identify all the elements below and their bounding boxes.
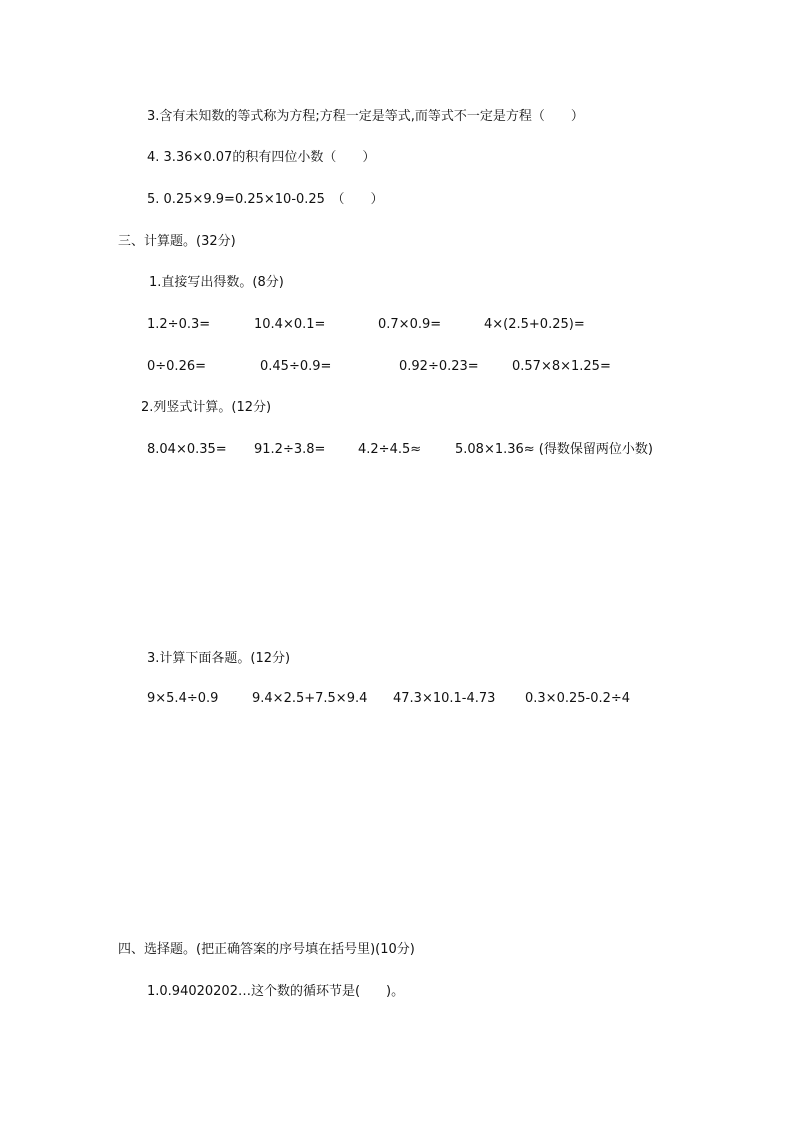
calc-part1-heading: 1.直接写出得数。(8分) (149, 275, 284, 290)
calc-part1-row1-item3: 0.7×0.9= (378, 317, 442, 332)
calc-part2-heading: 2.列竖式计算。(12分) (141, 400, 272, 415)
calc-part3-item4: 0.3×0.25-0.2÷4 (525, 691, 631, 706)
choice-item-1: 1.0.94020202…这个数的循环节是( )。 (147, 984, 405, 999)
calc-part3-item2: 9.4×2.5+7.5×9.4 (252, 691, 368, 706)
calc-part3-heading: 3.计算下面各题。(12分) (147, 651, 291, 666)
choice-section-heading: 四、选择题。(把正确答案的序号填在括号里)(10分) (118, 942, 415, 957)
calc-part1-row2-item3: 0.92÷0.23= (399, 359, 479, 374)
calc-part1-row1-item1: 1.2÷0.3= (147, 317, 211, 332)
calc-part2-item4: 5.08×1.36≈ (得数保留两位小数) (455, 442, 653, 457)
calc-part2-item1: 8.04×0.35= (147, 442, 227, 457)
calculation-section-heading: 三、计算题。(32分) (118, 234, 236, 249)
calc-part2-item3: 4.2÷4.5≈ (358, 442, 422, 457)
judgement-item-4: 4. 3.36×0.07的积有四位小数（ ） (147, 150, 376, 165)
calc-part1-row2-item1: 0÷0.26= (147, 359, 207, 374)
calc-part1-row2-item2: 0.45÷0.9= (260, 359, 332, 374)
calc-part3-item3: 47.3×10.1-4.73 (393, 691, 496, 706)
calc-part2-item2: 91.2÷3.8= (254, 442, 326, 457)
calc-part1-row2-item4: 0.57×8×1.25= (512, 359, 611, 374)
calc-part1-row1-item2: 10.4×0.1= (254, 317, 326, 332)
calc-part3-item1: 9×5.4÷0.9 (147, 691, 219, 706)
judgement-item-3: 3.含有未知数的等式称为方程;方程一定是等式,而等式不一定是方程（ ） (147, 109, 584, 124)
judgement-item-5: 5. 0.25×9.9=0.25×10-0.25 （ ） (147, 192, 384, 207)
calc-part1-row1-item4: 4×(2.5+0.25)= (484, 317, 585, 332)
